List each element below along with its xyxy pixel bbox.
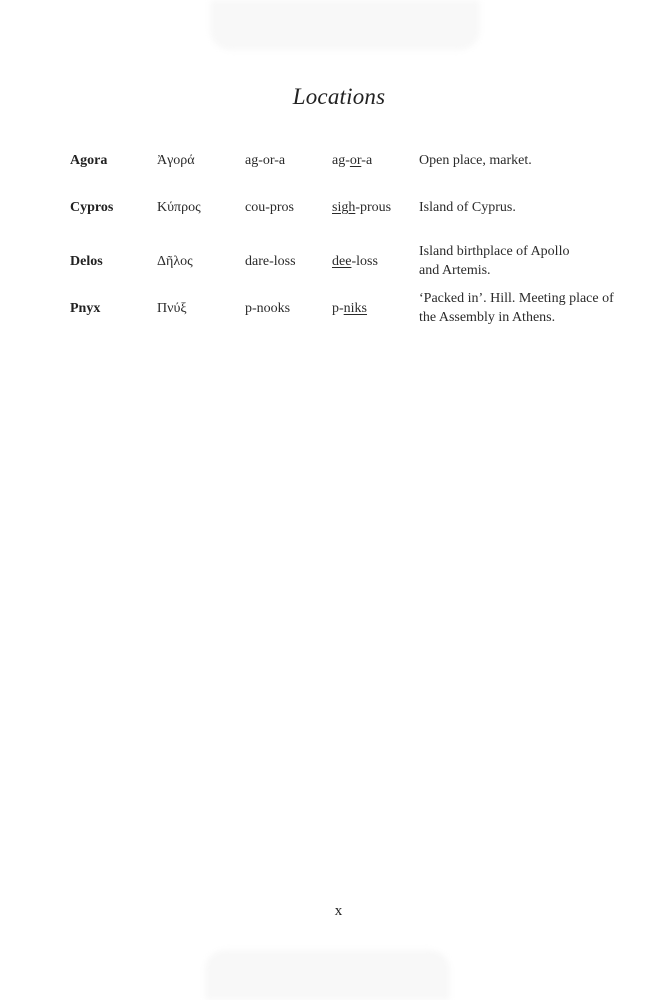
term-name: Delos: [70, 254, 103, 269]
table-row: [70, 242, 615, 289]
page-number: x: [334, 903, 343, 919]
term-description: Open place, market.: [419, 153, 532, 168]
term-greek: Ἀγορά: [157, 153, 195, 168]
bleed-through-bottom: [205, 950, 450, 1000]
page-title: Locations: [292, 84, 386, 109]
glossary-table: [70, 148, 615, 336]
term-name: Pnyx: [70, 301, 101, 316]
term-pronunciation-modern: dee-loss: [332, 254, 378, 269]
term-pronunciation-classical: cou-pros: [245, 200, 294, 215]
table-row: [70, 148, 615, 195]
term-name: Cypros: [70, 200, 114, 215]
term-name: Agora: [70, 153, 108, 168]
term-greek: Δῆλος: [157, 254, 193, 269]
table-row: [70, 195, 615, 242]
term-pronunciation-modern: p-niks: [332, 301, 368, 316]
term-description: Island of Cyprus.: [419, 200, 516, 215]
term-pronunciation-classical: ag-or-a: [245, 153, 286, 168]
term-description: ‘Packed in’. Hill. Meeting place of the Assembly in Athens.: [419, 291, 614, 325]
table-row: [70, 289, 615, 336]
term-pronunciation-classical: p-nooks: [245, 301, 291, 316]
term-greek: Πνύξ: [157, 301, 187, 316]
term-pronunciation-modern: ag-or-a: [332, 153, 373, 168]
term-description: Island birthplace of Apollo and Artemis.: [419, 244, 570, 278]
term-pronunciation-classical: dare-loss: [245, 254, 296, 269]
term-greek: Κύπρος: [157, 200, 201, 215]
term-pronunciation-modern: sigh-prous: [332, 200, 392, 215]
bleed-through-top: [210, 0, 480, 50]
